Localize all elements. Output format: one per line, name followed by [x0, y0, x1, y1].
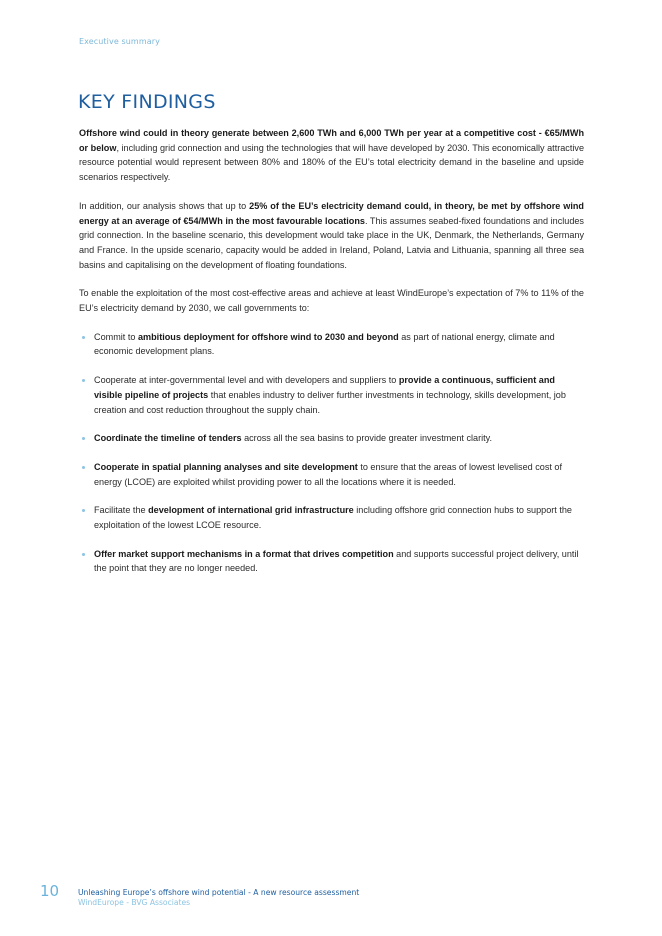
- bullet-lead: Commit to: [94, 331, 138, 342]
- section-label: Executive summary: [79, 37, 160, 46]
- paragraph-text: . This assumes seabed-fixed foundations and includes grid connection. In the baseline scenario, this development would take place in the UK, Denmark, the Netherlands, Germany and France. In the upside scenario, capacity would be added in Ireland, Poland, Latvia and Lithuania, spanning all three sea basins and capitalising on the development of floating foundations.: [79, 215, 584, 270]
- paragraph-offshore-potential: [79, 126, 584, 185]
- main-content: [79, 126, 584, 590]
- bullet-text: [94, 462, 562, 487]
- paragraph-call-to-governments: [79, 286, 584, 315]
- bullet-tail: and supports successful project delivery, until the point that they are no longer needed.: [94, 548, 579, 574]
- list-item: [79, 460, 584, 489]
- list-item: [79, 503, 584, 532]
- bullet-text: [94, 433, 492, 443]
- list-item: [79, 431, 584, 446]
- bullet-text: [94, 549, 578, 574]
- bullet-bold: provide a continuous, sufficient and visible pipeline of projects: [94, 375, 555, 400]
- page-number: 10: [40, 882, 60, 900]
- bullet-lead: Facilitate the: [94, 505, 149, 516]
- paragraph-analysis: [79, 199, 584, 273]
- paragraph-bold: 25% of the EU’s electricity demand could, in theory, be met by offshore wind energy at an average of €54/MWh in the most favourable locations: [79, 200, 584, 226]
- bullet-tail: as part of national energy, climate and economic development plans.: [94, 331, 555, 357]
- bullet-dot-icon: [82, 466, 85, 469]
- bullet-dot-icon: [82, 336, 85, 339]
- bullet-tail: including offshore grid connection hubs to support the exploitation of the lowest LCOE resource.: [94, 505, 572, 531]
- bullet-text: [94, 332, 555, 357]
- list-item: [79, 547, 584, 576]
- bullet-tail: that enables industry to deliver further investments in technology, skills development, job creation and cost reduction throughout the supply chain.: [94, 389, 566, 415]
- bullet-dot-icon: [82, 437, 85, 440]
- bullet-bold: Coordinate the timeline of tenders: [94, 433, 242, 444]
- bullet-dot-icon: [82, 553, 85, 556]
- list-item: [79, 330, 584, 359]
- bullet-text: [94, 375, 566, 414]
- paragraph-bold: Offshore wind could in theory generate between 2,600 TWh and 6,000 TWh per year at a competitive cost - €65/MWh or below: [79, 128, 584, 153]
- bullet-bold: ambitious deployment for offshore wind to 2030 and beyond: [137, 331, 399, 342]
- paragraph-text: In addition, our analysis shows that up to: [79, 200, 250, 211]
- footer-title: Unleashing Europe’s offshore wind potential - A new resource assessment: [78, 888, 360, 897]
- list-item: [79, 373, 584, 417]
- bullet-text: [94, 505, 572, 530]
- page-title: KEY FINDINGS: [78, 91, 216, 113]
- footer-subtitle: WindEurope - BVG Associates: [78, 898, 191, 907]
- bullet-bold: Cooperate in spatial planning analyses and site development: [94, 461, 358, 472]
- bullet-dot-icon: [82, 509, 85, 512]
- bullet-bold: Offer market support mechanisms in a format that drives competition: [94, 548, 394, 559]
- paragraph-text: , including grid connection and using the technologies that will have developed by 2030. This economically attractive resource potential would represent between 80% and 180% of the EU’s total electricity demand in the baseline and upside scenarios respectively.: [79, 142, 585, 183]
- bullet-lead: Cooperate at inter-governmental level and with developers and suppliers to: [94, 375, 399, 386]
- bullet-tail: to ensure that the areas of lowest levelised cost of energy (LCOE) are exploited whilst providing power to all the locations where it is needed.: [94, 461, 563, 487]
- bullet-bold: development of international grid infrastructure: [148, 505, 354, 516]
- bullet-tail: across all the sea basins to provide greater investment clarity.: [241, 433, 493, 444]
- paragraph-text: To enable the exploitation of the most cost-effective areas and achieve at least WindEurope’s expectation of 7% to 11% of the EU’s electricity demand by 2030, we call governments to:: [79, 288, 584, 314]
- recommendations-list: [79, 330, 584, 576]
- bullet-dot-icon: [82, 379, 85, 382]
